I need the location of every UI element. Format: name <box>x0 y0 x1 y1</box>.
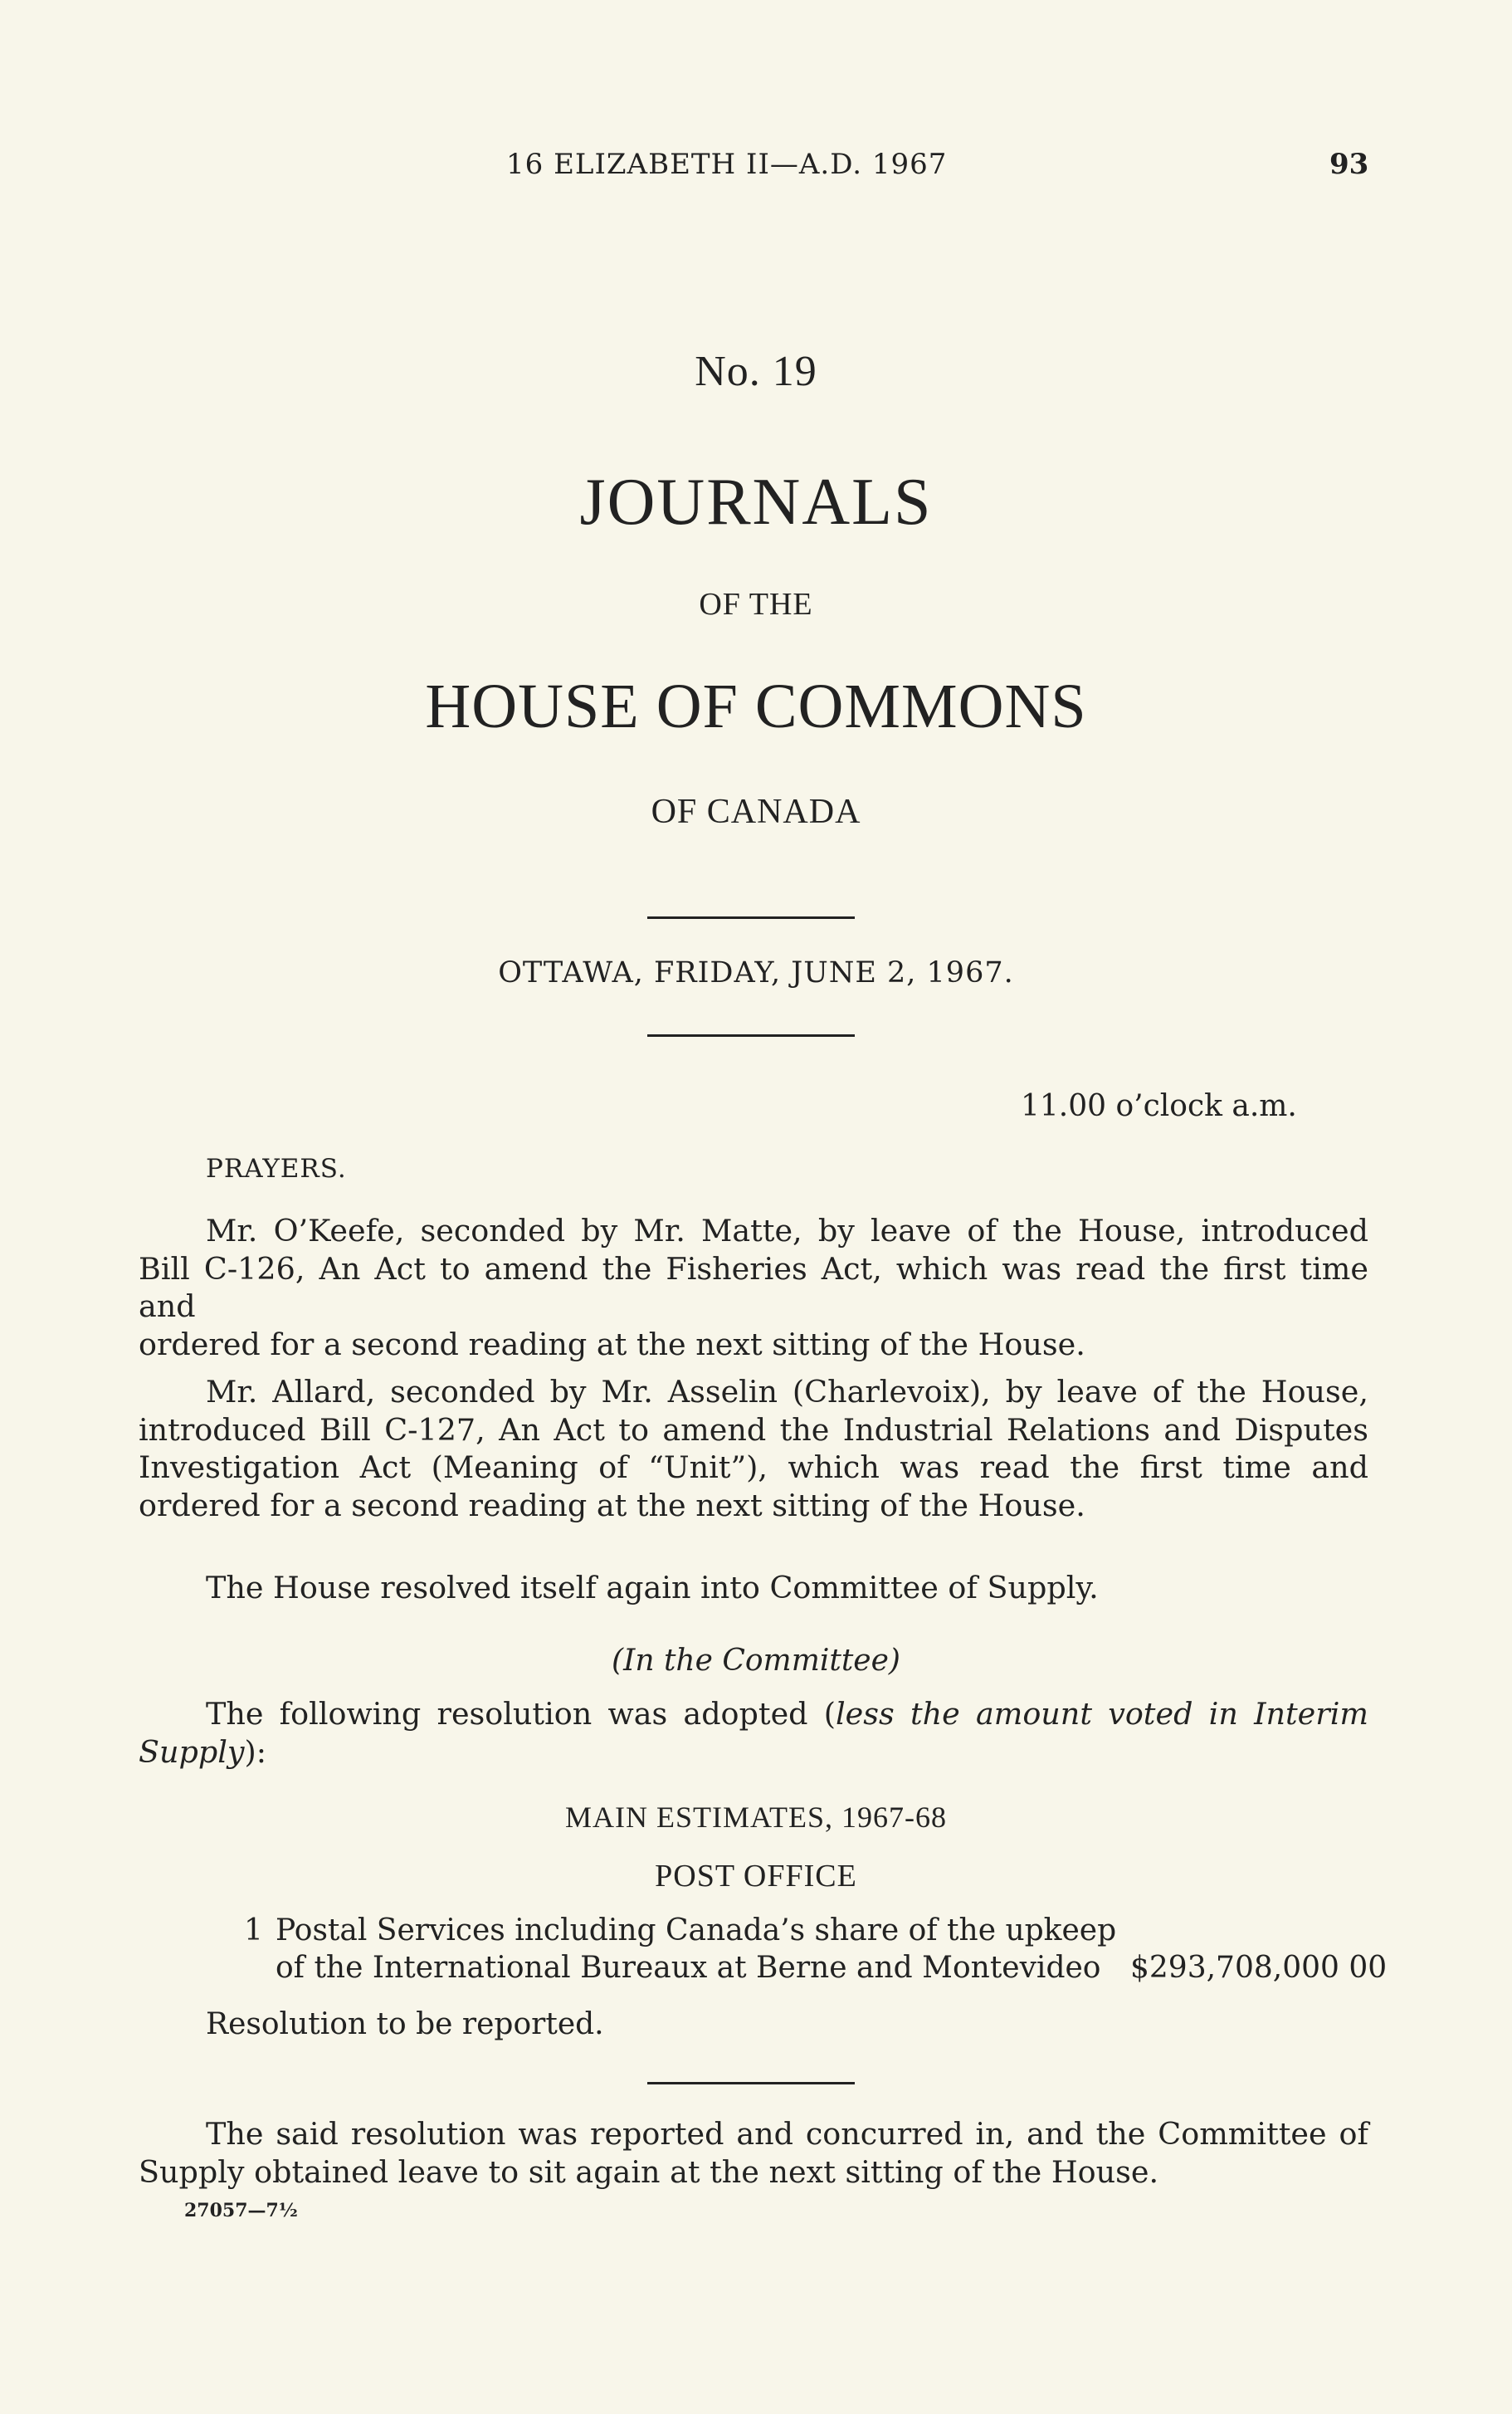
journal-number: No. 19 <box>695 348 817 395</box>
paragraph-bill-c127 <box>139 1373 1368 1524</box>
sitting-date: OTTAWA, FRIDAY, JUNE 2, 1967. <box>498 956 1014 990</box>
divider-rule <box>647 2082 855 2084</box>
paragraph-line: Supply obtained leave to sit again at the next sitting of the House. <box>139 2153 1159 2190</box>
paragraph-line: Investigation Act (Meaning of “Unit”), which was read the first time and <box>139 1449 1368 1485</box>
printer-code: 27057—7½ <box>184 2200 298 2221</box>
paragraph-committee-of-supply <box>139 1569 1368 1607</box>
estimate-item-amount: $293,708,000 00 <box>1130 1951 1388 1985</box>
title-of-canada: OF CANADA <box>651 793 861 831</box>
text-italic: Supply <box>139 1733 245 1770</box>
sitting-time: 11.00 o’clock a.m. <box>1021 1089 1297 1123</box>
paragraph-line: Bill C-126, An Act to amend the Fisheries Act, which was read the first time and <box>139 1250 1368 1324</box>
text-plain: ): <box>244 1733 267 1770</box>
title-of-the: OF THE <box>699 587 813 622</box>
in-the-committee: (In the Committee) <box>612 1644 900 1678</box>
estimate-item-number: 1 <box>244 1913 263 1947</box>
paragraph-bill-c126 <box>139 1212 1368 1363</box>
paragraph-resolution-adopted <box>139 1695 1368 1771</box>
paragraph-line: introduced Bill C-127, An Act to amend the Industrial Relations and Disputes <box>139 1411 1368 1448</box>
estimates-heading: MAIN ESTIMATES, 1967-68 <box>565 1801 947 1834</box>
paragraph-line <box>139 1733 1368 1771</box>
divider-rule <box>647 916 855 919</box>
running-head: 16 ELIZABETH II—A.D. 1967 <box>506 148 948 181</box>
paragraph-line: The House resolved itself again into Committee of Supply. <box>206 1570 1099 1605</box>
text-italic: less the amount voted in Interim <box>836 1696 1368 1732</box>
text-plain: The following resolution was adopted ( <box>206 1696 836 1732</box>
prayers-heading: PRAYERS. <box>206 1154 347 1184</box>
divider-rule <box>647 1034 855 1037</box>
estimate-item-description: of the International Bureaux at Berne and Montevideo <box>276 1951 1101 1985</box>
title-journals: JOURNALS <box>579 466 933 539</box>
paragraph-reported-concurred <box>139 2115 1368 2191</box>
page-number: 93 <box>1329 148 1369 181</box>
paragraph-line: Mr. O’Keefe, seconded by Mr. Matte, by leave of the House, introduced <box>206 1213 1368 1249</box>
paragraph-line: ordered for a second reading at the next sitting of the House. <box>139 1326 1085 1362</box>
title-house-of-commons: HOUSE OF COMMONS <box>425 672 1087 741</box>
paragraph-line: ordered for a second reading at the next sitting of the House. <box>139 1487 1085 1523</box>
estimate-item-description: Postal Services including Canada’s share of the upkeep <box>276 1913 1117 1947</box>
paragraph-line: Mr. Allard, seconded by Mr. Asselin (Charlevoix), by leave of the House, <box>206 1374 1368 1410</box>
estimates-department: POST OFFICE <box>655 1859 857 1894</box>
paragraph-line: The said resolution was reported and concurred in, and the Committee of <box>206 2116 1368 2152</box>
resolution-note: Resolution to be reported. <box>206 2007 604 2041</box>
paragraph-line <box>139 1695 1368 1733</box>
